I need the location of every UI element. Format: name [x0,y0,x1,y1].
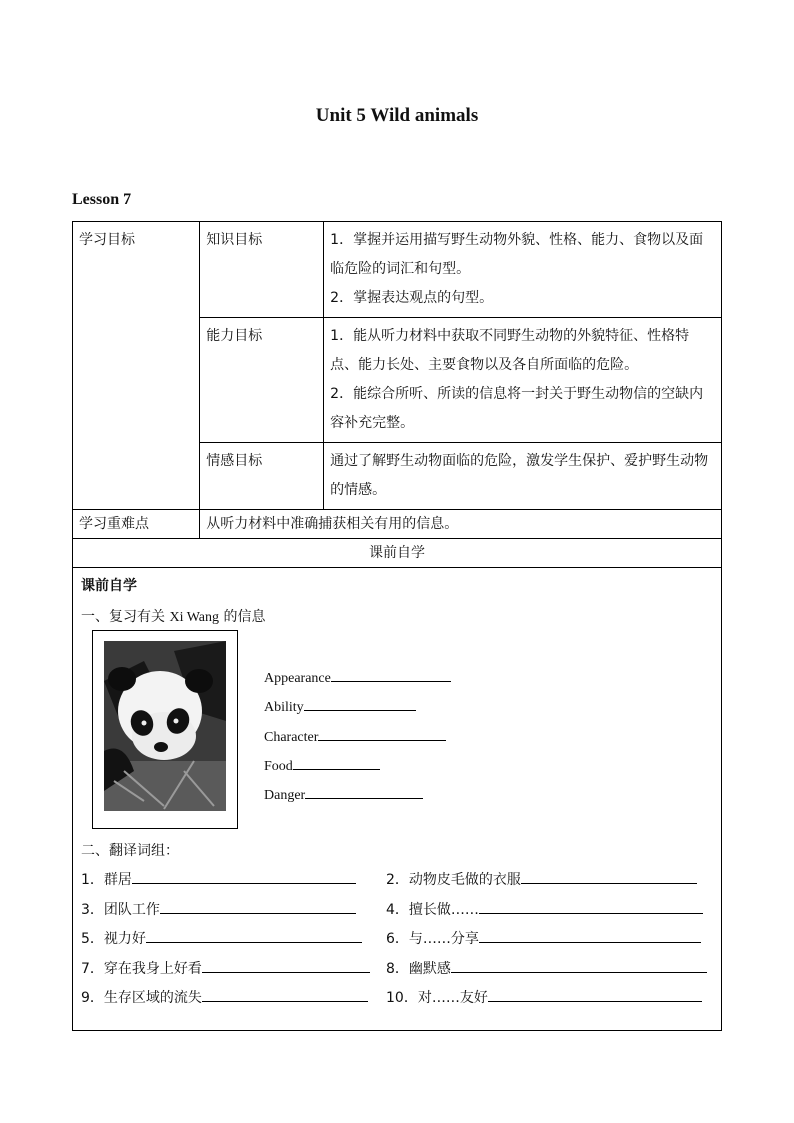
panda-photo [104,641,226,811]
key-points-label: 学习重难点 [73,510,200,539]
knowledge-label: 知识目标 [200,222,324,318]
field-label: Appearance [264,671,331,686]
translation-item-3: 3．团队工作 [81,900,356,920]
answer-blank[interactable] [202,988,368,1002]
answer-blank[interactable] [305,785,423,799]
knowledge-line-1: 1．掌握并运用描写野生动物外貌、性格、能力、食物以及面临危险的词汇和句型。 [330,232,704,277]
section-2-heading: 二、翻译词组： [81,843,179,859]
preview-banner-row [73,539,722,568]
ability-content [324,318,722,443]
field-appearance [264,664,451,693]
answer-blank[interactable] [521,870,697,884]
preview-section-row [73,568,722,1031]
knowledge-line-2: 2．掌握表达观点的句型。 [330,290,494,306]
field-character [264,723,451,752]
translation-item-7: 7．穿在我身上好看 [81,959,370,979]
ability-line-1: 1．能从听力材料中获取不同野生动物的外貌特征、性格特点、能力长处、主要食物以及各自所面临的危险。 [330,328,690,373]
lesson-heading: Lesson 7 [72,191,132,208]
emotion-content [324,443,722,510]
translation-item-6: 6．与……分享 [386,929,701,949]
answer-blank[interactable] [202,959,370,973]
field-danger [264,781,451,810]
section-1-heading [81,607,265,628]
objectives-header: 学习目标 [73,222,200,510]
preview-banner: 课前自学 [73,539,722,568]
key-points-text: 从听力材料中准确捕获相关有用的信息。 [200,510,722,539]
lesson-plan-table [72,221,722,1031]
knowledge-row [73,222,722,318]
answer-blank[interactable] [451,959,707,973]
ability-line-2: 2．能综合所听、所读的信息将一封关于野生动物信的空缺内容补充完整。 [330,386,704,431]
emotion-label: 情感目标 [200,443,324,510]
preview-section [73,568,722,1031]
field-label: Food [264,758,293,774]
knowledge-content [324,222,722,318]
key-points-row [73,510,722,539]
section-1-suffix: 的信息 [219,609,266,625]
answer-blank[interactable] [318,727,446,741]
field-label: Character [264,729,319,745]
field-label: Ability [264,700,304,716]
answer-blank[interactable] [146,929,362,943]
answer-blank[interactable] [160,900,356,914]
translation-item-1: 1．群居 [81,870,356,890]
answer-blank[interactable] [479,900,703,914]
answer-blank[interactable] [488,988,702,1002]
section-1-name: Xi Wang [169,610,220,625]
answer-blank[interactable] [479,929,701,943]
preview-heading: 课前自学 [81,578,137,594]
translation-item-4: 4．擅长做…… [386,900,703,920]
translation-item-5: 5．视力好 [81,929,362,949]
review-fields [264,664,451,810]
emotion-line-1: 通过了解野生动物面临的危险，激发学生保护、爱护野生动物的情感。 [330,453,709,498]
ability-label: 能力目标 [200,318,324,443]
answer-blank[interactable] [304,697,416,711]
translation-item-10: 10．对……友好 [386,988,702,1008]
answer-blank[interactable] [331,668,451,682]
translation-item-2: 2．动物皮毛做的衣服 [386,870,697,890]
answer-blank[interactable] [293,756,380,770]
translation-item-8: 8．幽默感 [386,959,707,979]
page-title: Unit 5 Wild animals [315,105,479,126]
field-label: Danger [264,788,306,804]
answer-blank[interactable] [132,870,356,884]
section-1-prefix: 一、复习有关 [81,609,170,625]
field-food [264,752,451,781]
translation-item-9: 9．生存区域的流失 [81,988,368,1008]
panda-photo-frame [92,630,238,829]
field-ability [264,693,451,722]
